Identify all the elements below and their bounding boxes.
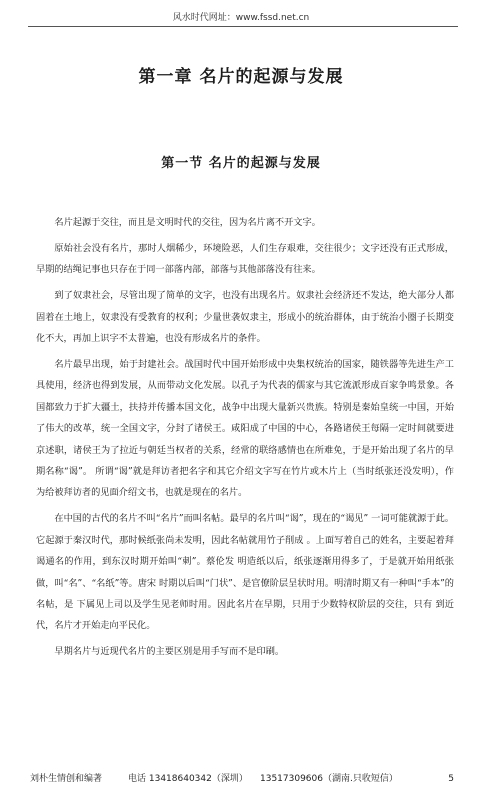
footer-author: 刘朴生情创和编著	[30, 774, 103, 784]
chapter-title: 第一章 名片的起源与发展	[138, 67, 344, 87]
paragraph: 名片起源于交往，而且是文明时代的交往，因为名片离不开文字。	[54, 217, 321, 228]
footer-phone-hunan: 13517309606（湖南.只收短信）	[260, 774, 398, 784]
paragraph: 在中国的古代的名片不叫“名片”而叫名帖。最早的名片叫“谒”，现在的“谒见” 一词可能就源于此。它起源于秦汉时代，那时候纸张尚未发明，因此名帖就用竹子削成 。上面写着自己的姓名，主要起着拜谒通名的作用，到东汉时期开始叫“刺”。蔡伦发 明造纸以后，纸张逐渐用得多了，于是就开始用纸张做，叫“名”、“名纸”等。唐宋 时期以后叫“门状”、是官僚阶层呈状时用。明清时期又有一种叫“手本”的名帖，是 下属见上司以及学生见老师时用。因此名片在早期，只用于少数特权阶层的交往，只有 到近代，名片才开始走向平民化。	[36, 513, 454, 632]
page-header	[0, 10, 482, 23]
paragraph: 到了奴隶社会，尽管出现了简单的文字，也没有出现名片。奴隶社会经济还不发达，绝大部分人都固着在土地上，奴隶没有受教育的权利；少量世袭奴隶主，形成小的统治群体，由于统治小圈子长期变化不大，再加上识字不太普遍，也没有形成名片的条件。	[36, 290, 454, 345]
page-footer	[30, 771, 456, 784]
paragraph: 原始社会没有名片，那时人烟稀少，环境险恶，人们生存艰难，交往很少；文字还没有正式形成，早期的结绳记事也只存在于同一部落内部，部落与其他部落没有往来。	[36, 242, 454, 276]
paragraph: 名片最早出现，始于封建社会。战国时代中国开始形成中央集权统治的国家，随铁器等先进生产工具使用，经济也得到发展，从而带动文化发展。以孔子为代表的儒家与其它流派形成百家争鸣景象。各国都致力于扩大疆土，扶持并传播本国文化，战争中出现大量新兴贵族。特别是秦始皇统一中国，开始了伟大的改革，统一全国文字，分封了诸侯王。咸阳成了中国的中心，各路诸侯王每隔一定时间就要进京述职，诸侯王为了拉近与朝廷当权者的关系，经常的联络感情也在所难免，于是开始出现了名片的早期名称“谒”。 所谓“谒”就是拜访者把名字和其它介绍文字写在竹片或木片上（当时纸张还没发明），作为给被拜访者的见面介绍文书，也就是现在的名片。	[36, 358, 454, 499]
header-rule	[28, 26, 458, 27]
paragraph: 早期名片与近现代名片的主要区别是用手写而不是印刷。	[54, 646, 285, 658]
header-site-text: 风水时代网址：www.fssd.net.cn	[172, 13, 310, 23]
page-number: 5	[448, 774, 454, 784]
section-title: 第一节 名片的起源与发展	[161, 156, 321, 171]
footer-phone-shenzhen: 电话 13418640342（深圳）	[128, 774, 248, 784]
body-text	[36, 212, 454, 667]
